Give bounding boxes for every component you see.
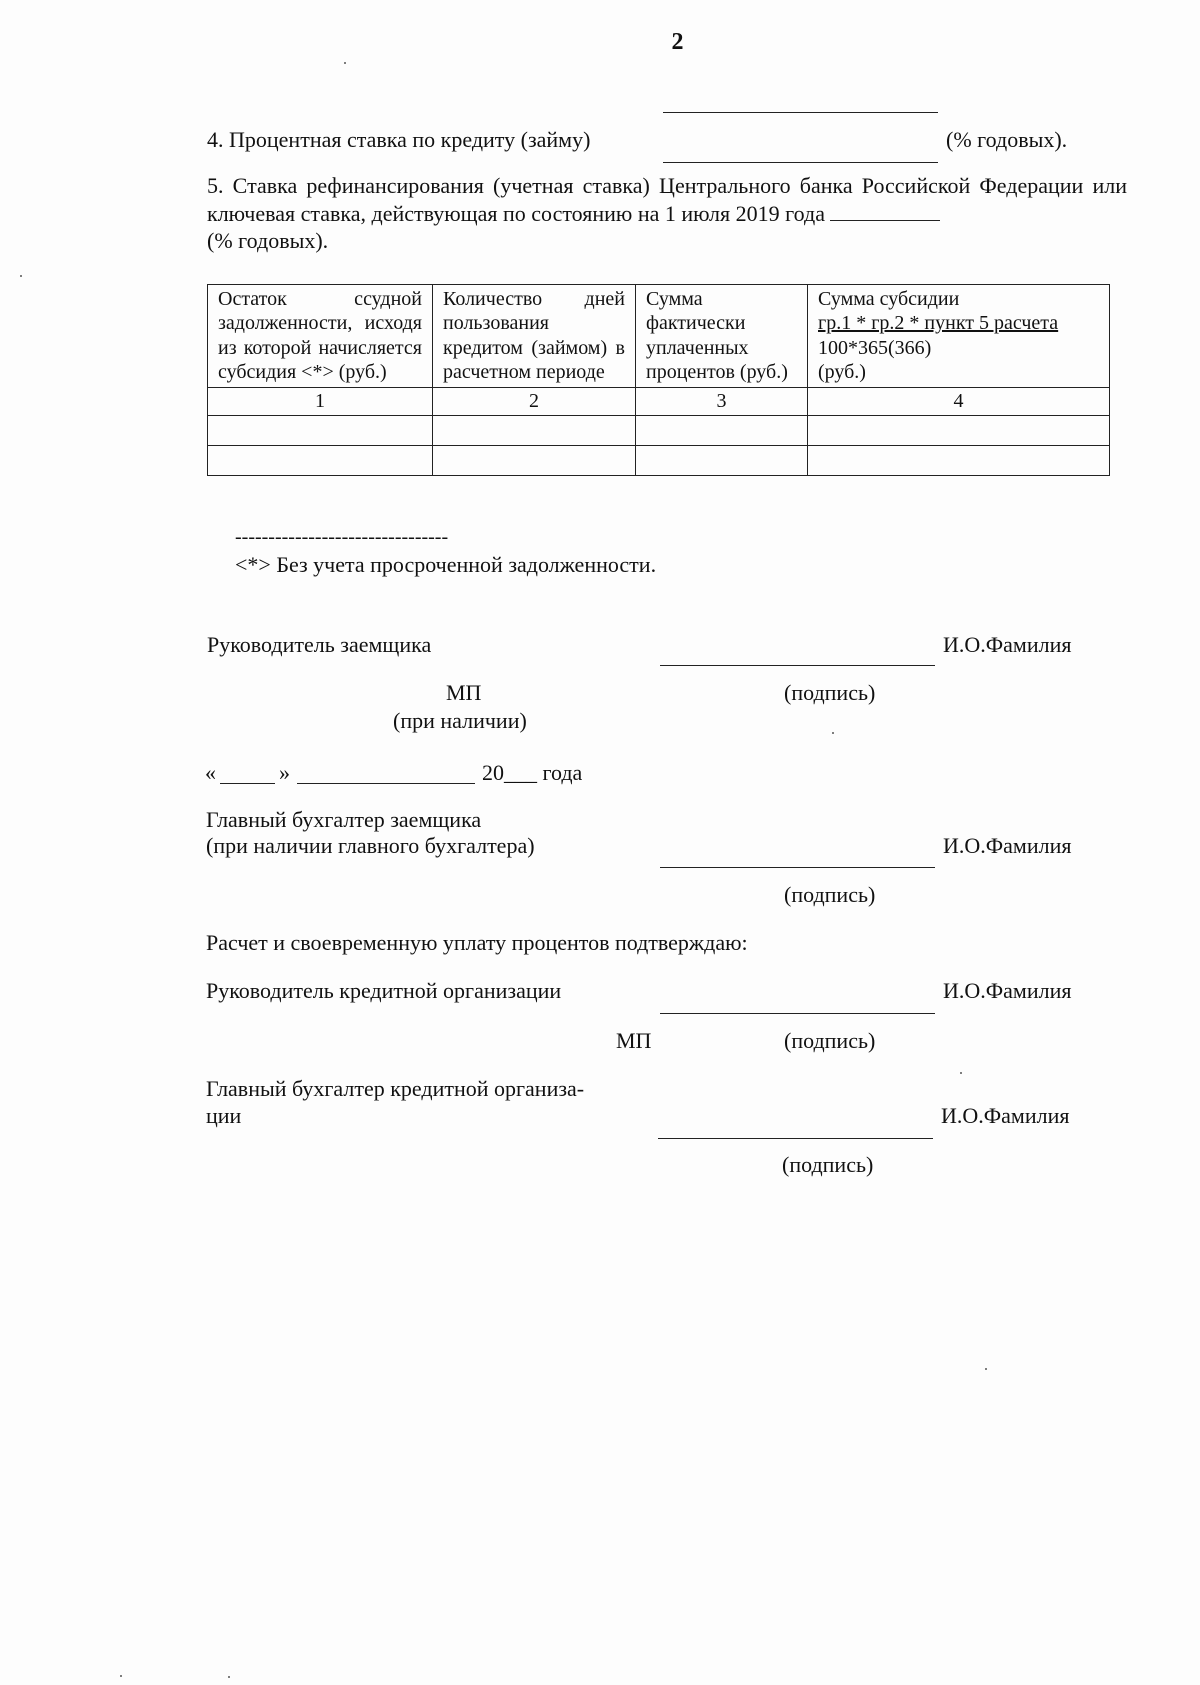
date-open-quote: « (205, 760, 216, 785)
table-cell[interactable] (808, 445, 1110, 475)
header-subsidy-amount (808, 285, 1110, 388)
item4-label: 4. Процентная ставка по кредиту (займу) (207, 127, 591, 152)
item5-unit: (% годовых). (207, 228, 329, 253)
signature-caption: (подпись) (782, 1152, 874, 1177)
column-number: 3 (636, 387, 808, 415)
table-cell[interactable] (208, 415, 433, 445)
chief-acc-credit-label: Главный бухгалтер кредитной организа- (206, 1076, 585, 1101)
subsidy-formula-numerator: гр.1 * гр.2 * пункт 5 расчета (818, 312, 1059, 335)
scan-speck (20, 275, 22, 277)
head-borrower-signature-line[interactable] (660, 665, 935, 666)
chief-acc-credit-label-cont: ции (206, 1103, 242, 1128)
chief-accountant-note: (при наличии главного бухгалтера) (206, 833, 535, 858)
table-row (208, 445, 1110, 475)
signature-caption: (подпись) (784, 882, 876, 907)
footnote-text: <*> Без учета просроченной задолженности. (235, 552, 657, 577)
table-cell[interactable] (636, 445, 808, 475)
signature-caption: (подпись) (784, 1028, 876, 1053)
date-year: 20___ года (482, 760, 583, 785)
table-cell[interactable] (433, 415, 636, 445)
confirmation-text: Расчет и своевременную уплату процентов подтверждаю: (206, 930, 748, 955)
signature-caption: (подпись) (784, 680, 876, 705)
scan-speck (344, 62, 346, 64)
table-row (208, 415, 1110, 445)
date-close-quote: » (279, 760, 290, 785)
head-borrower-label: Руководитель заемщика (207, 632, 432, 657)
page-number: 2 (671, 29, 684, 55)
header-interest-paid: Сумма фактически уплаченных процентов (руб.) (636, 285, 808, 388)
item4-unit: (% годовых). (946, 127, 1068, 152)
table-cell[interactable] (208, 445, 433, 475)
date-day-field[interactable] (220, 783, 275, 784)
subsidy-unit: (руб.) (818, 361, 866, 384)
item5-text: 5. Ставка рефинансирования (учетная ставка) Центрального банка Российской Федерации или ключевая ставка, действующая по состоянию на 1 июля 2019 года (207, 173, 1127, 226)
scan-speck (832, 732, 834, 734)
chief-accountant-label: Главный бухгалтер заемщика (206, 807, 482, 832)
chief-accountant-signature-line[interactable] (660, 867, 935, 868)
scan-speck (228, 1676, 230, 1678)
scan-speck (960, 1072, 962, 1074)
column-number: 2 (433, 387, 636, 415)
stamp-label: МП (446, 680, 482, 705)
scan-speck (120, 1675, 122, 1677)
chief-acc-credit-name: И.О.Фамилия (941, 1103, 1070, 1128)
stamp-label: МП (616, 1028, 652, 1053)
item5-paragraph (207, 172, 1127, 255)
table-column-numbers-row (208, 387, 1110, 415)
column-number: 4 (808, 387, 1110, 415)
chief-acc-credit-signature-line[interactable] (658, 1138, 933, 1139)
column-number: 1 (208, 387, 433, 415)
head-credit-org-name: И.О.Фамилия (943, 978, 1072, 1003)
head-borrower-name: И.О.Фамилия (943, 632, 1072, 657)
subsidy-title: Сумма субсидии (818, 288, 960, 310)
table-cell[interactable] (433, 445, 636, 475)
header-loan-balance: Остаток ссудной задолженности, исходя из которой начисляется субсидия <*> (руб.) (208, 285, 433, 388)
date-month-field[interactable] (297, 783, 475, 784)
footnote-separator: -------------------------------- (235, 526, 449, 548)
scan-speck (985, 1368, 987, 1370)
item4-value-field[interactable] (663, 162, 938, 163)
head-credit-org-signature-line[interactable] (660, 1013, 935, 1014)
chief-accountant-name: И.О.Фамилия (943, 833, 1072, 858)
item4-upper-line (663, 112, 938, 113)
stamp-note: (при наличии) (393, 708, 527, 733)
head-credit-org-label: Руководитель кредитной организации (206, 978, 562, 1003)
item5-value-field[interactable] (830, 204, 940, 221)
table-cell[interactable] (636, 415, 808, 445)
header-days-count: Количество дней пользования кредитом (займом) в расчетном периоде (433, 285, 636, 388)
table-cell[interactable] (808, 415, 1110, 445)
subsidy-calculation-table (207, 284, 1110, 476)
table-header-row (208, 285, 1110, 388)
subsidy-formula-denominator: 100*365(366) (818, 336, 932, 359)
